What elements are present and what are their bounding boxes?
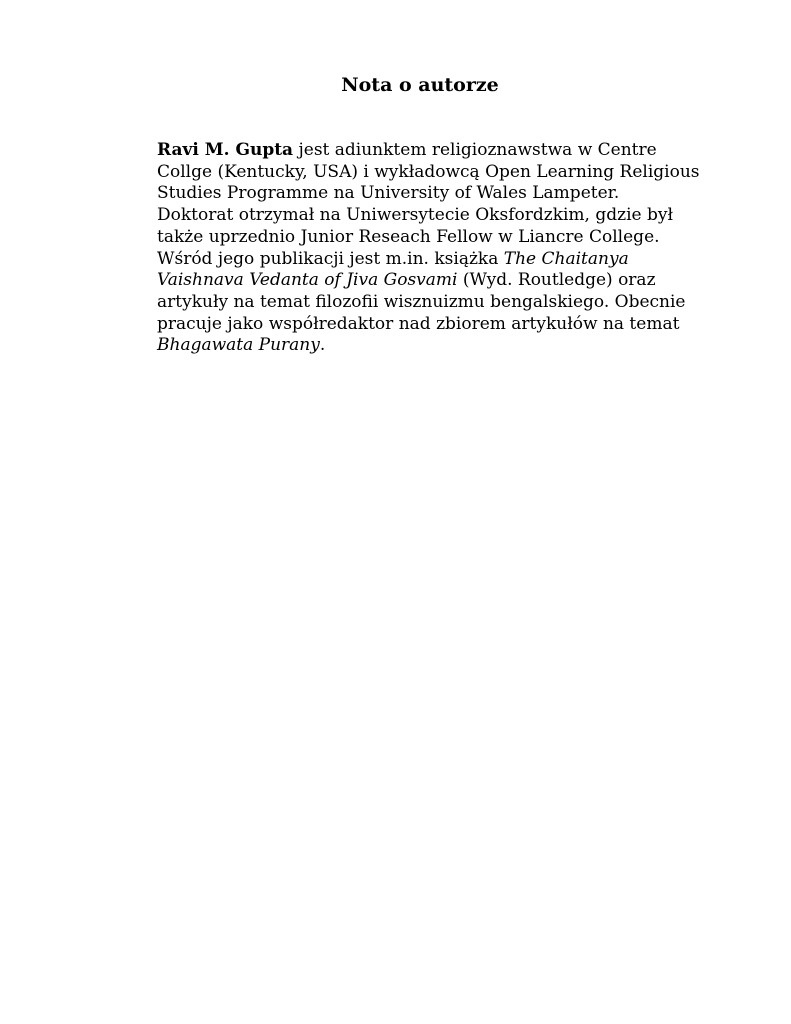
text-run: pracuje jako współredaktor nad zbiorem artykułów na temat — [157, 313, 680, 334]
text-run: . — [319, 335, 326, 356]
page-title: Nota o autorze — [341, 74, 499, 96]
paragraph-line — [157, 183, 697, 205]
paragraph-line — [157, 161, 700, 184]
text-run: Collge (Kentucky, USA) i wykładowcą Open Learning Religious — [157, 161, 700, 182]
paragraph-line — [157, 270, 697, 292]
author-note-paragraph — [157, 140, 700, 357]
text-run: Wśród jego publikacji jest m.in. książka — [157, 248, 504, 269]
paragraph-line — [157, 292, 697, 314]
text-run: artykuły na temat filozofii wisznuizmu bengalskiego. Obecnie — [157, 291, 686, 312]
paragraph-line — [157, 249, 697, 271]
text-run: Studies Programme na University of Wales Lampeter. — [157, 183, 620, 204]
author-name: Ravi M. Gupta — [157, 140, 294, 160]
paragraph-line — [157, 140, 697, 162]
text-run: (Wyd. Routledge) oraz — [457, 270, 656, 291]
work-title: Bhagawata Purany — [157, 335, 320, 356]
book-title: The Chaitanya — [503, 248, 629, 269]
text-run: Doktorat otrzymał na Uniwersytecie Oksfordzkim, gdzie był — [157, 205, 673, 226]
book-title: Vaishnava Vedanta of Jiva Gosvami — [157, 270, 458, 291]
paragraph-line — [157, 227, 697, 249]
text-run: jest adiunktem religioznawstwa w Centre — [293, 140, 657, 160]
paragraph-line — [157, 335, 697, 357]
paragraph-line — [157, 205, 697, 227]
text-run: także uprzednio Junior Reseach Fellow w Liancre College. — [157, 226, 660, 247]
paragraph-line — [157, 314, 697, 336]
